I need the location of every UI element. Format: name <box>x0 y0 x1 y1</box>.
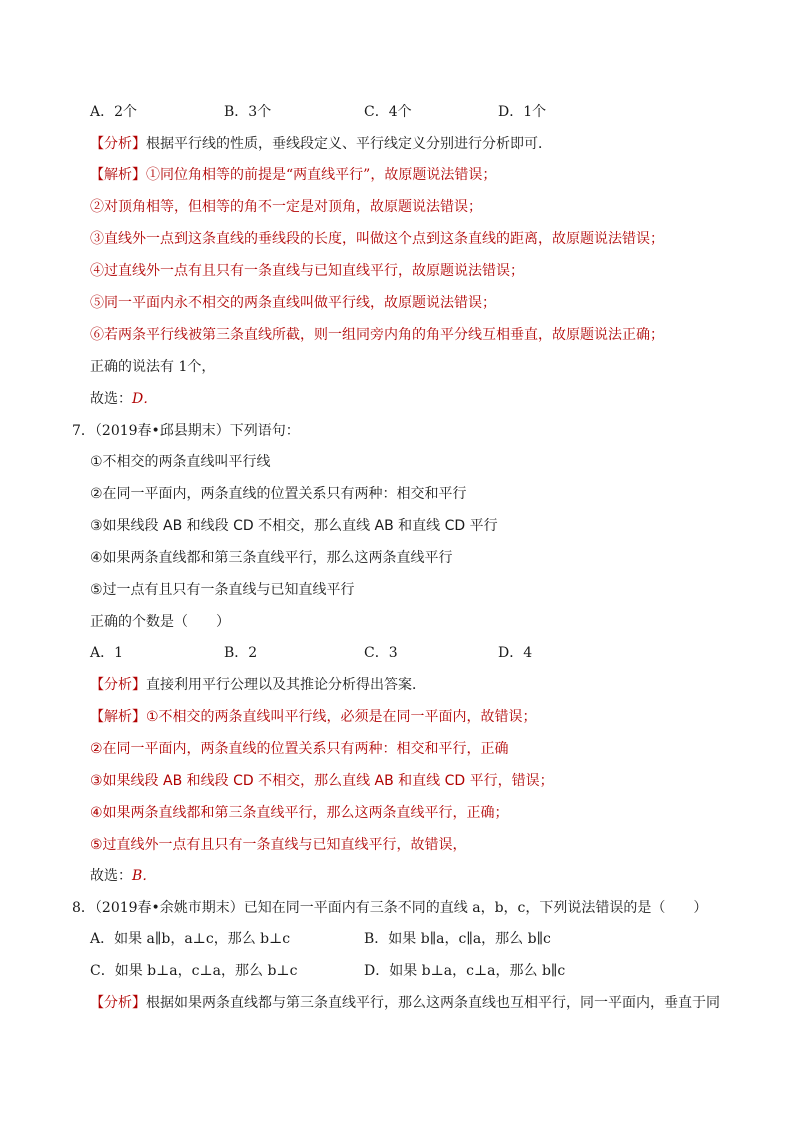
answer-value: B． <box>132 868 157 884</box>
q6-solution-1 <box>90 165 496 185</box>
q6-answer <box>90 389 157 409</box>
q7-solution-3: ③如果线段 AB 和线段 CD 不相交，那么直线 AB 和直线 CD 平行，错误； <box>90 773 554 789</box>
q7-solution-1 <box>90 707 537 727</box>
q6-option-a: A．2个 <box>90 104 138 120</box>
q7-statement-1: ①不相交的两条直线叫平行线 <box>90 454 271 470</box>
q8-option-a: A．如果 a∥b，a⊥c，那么 b⊥c <box>90 931 291 947</box>
q8-option-c: C．如果 b⊥a，c⊥a，那么 b⊥c <box>90 963 298 979</box>
q6-count: 正确的说法有 1个， <box>90 359 216 375</box>
solution-text: ①不相交的两条直线叫平行线，必须是在同一平面内，故错误； <box>146 709 537 725</box>
q8-stem: 8．（2019春•余姚市期末）已知在同一平面内有三条不同的直线 a，b，c，下列说法错误的是（ ） <box>72 900 708 916</box>
q7-statement-2: ②在同一平面内，两条直线的位置关系只有两种：相交和平行 <box>90 486 467 502</box>
analysis-text: 直接利用平行公理以及其推论分析得出答案． <box>146 677 426 693</box>
q6-analysis <box>90 134 552 154</box>
q7-answer <box>90 866 156 886</box>
solution-tag: 【解析】 <box>90 167 146 183</box>
q7-stem: 7．（2019春•邱县期末）下列语句： <box>72 423 300 439</box>
q7-option-b: B．2 <box>224 645 258 661</box>
analysis-text: 根据如果两条直线都与第三条直线平行，那么这两条直线也互相平行，同一平面内，垂直于同 <box>146 995 720 1011</box>
q6-solution-4: ④过直线外一点有且只有一条直线与已知直线平行，故原题说法错误； <box>90 263 524 279</box>
q8-analysis <box>90 993 720 1013</box>
q6-option-c: C．4个 <box>364 104 412 120</box>
q7-statement-4: ④如果两条直线都和第三条直线平行，那么这两条直线平行 <box>90 550 453 566</box>
q8-option-b: B．如果 b∥a，c∥a，那么 b∥c <box>364 931 551 947</box>
q8-option-d: D．如果 b⊥a，c⊥a，那么 b∥c <box>364 963 566 979</box>
q7-statement-5: ⑤过一点有且只有一条直线与已知直线平行 <box>90 582 355 598</box>
answer-prefix: 故选： <box>90 391 132 407</box>
q6-option-b: B．3个 <box>224 104 272 120</box>
q7-analysis <box>90 675 426 695</box>
q7-solution-2: ②在同一平面内，两条直线的位置关系只有两种：相交和平行，正确 <box>90 741 509 757</box>
q6-solution-6: ⑥若两条平行线被第三条直线所截，则一组同旁内角的角平分线互相垂直，故原题说法正确； <box>90 327 664 343</box>
q7-option-c: C．3 <box>364 645 398 661</box>
analysis-tag: 【分析】 <box>90 677 146 693</box>
solution-text: ①同位角相等的前提是“两直线平行”，故原题说法错误； <box>146 167 497 183</box>
q7-statement-3: ③如果线段 AB 和线段 CD 不相交，那么直线 AB 和直线 CD 平行 <box>90 518 498 534</box>
answer-value: D． <box>132 391 158 407</box>
q6-solution-3: ③直线外一点到这条直线的垂线段的长度，叫做这个点到这条直线的距离，故原题说法错误； <box>90 231 664 247</box>
q7-question: 正确的个数是（ ） <box>90 614 230 630</box>
q7-option-a: A．1 <box>90 645 124 661</box>
solution-tag: 【解析】 <box>90 709 146 725</box>
answer-prefix: 故选： <box>90 868 132 884</box>
q7-solution-4: ④如果两条直线都和第三条直线平行，那么这两条直线平行，正确； <box>90 805 509 821</box>
q6-solution-5: ⑤同一平面内永不相交的两条直线叫做平行线，故原题说法错误； <box>90 295 496 311</box>
q7-option-d: D．4 <box>498 645 533 661</box>
analysis-tag: 【分析】 <box>90 136 146 152</box>
analysis-text: 根据平行线的性质，垂线段定义、平行线定义分别进行分析即可． <box>146 136 552 152</box>
analysis-tag: 【分析】 <box>90 995 146 1011</box>
q6-option-d: D．1个 <box>498 104 547 120</box>
q6-solution-2: ②对顶角相等，但相等的角不一定是对顶角，故原题说法错误； <box>90 199 482 215</box>
q7-solution-5: ⑤过直线外一点有且只有一条直线与已知直线平行，故错误， <box>90 837 467 853</box>
